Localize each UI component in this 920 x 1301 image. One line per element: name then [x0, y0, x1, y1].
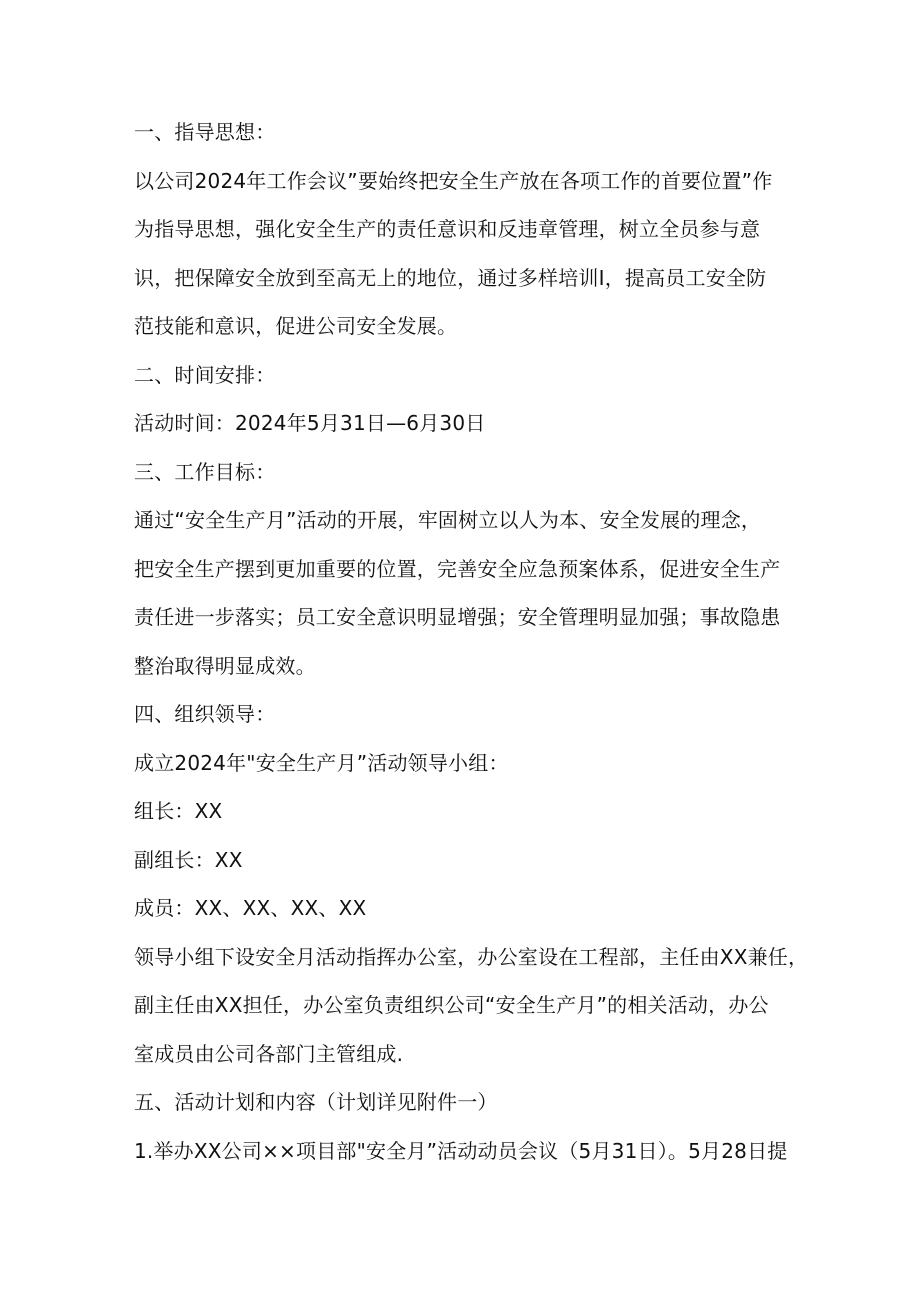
- paragraph-line: 1.举办XX公司××项目部"安全月”活动动员会议（5月31日）。5月28日提: [134, 1139, 788, 1163]
- paragraph-line: 领导小组下设安全月活动指挥办公室，办公室设在工程部，主任由XX兼任，: [134, 945, 809, 969]
- paragraph-line: 责任进一步落实；员工安全意识明显增强；安全管理明显加强；事故隐患: [134, 605, 781, 629]
- paragraph-line: 活动时间：2024年5月31日—6月30日: [134, 411, 486, 435]
- heading-activity-plan: 五、活动计划和内容（计划详见附件一）: [134, 1090, 498, 1114]
- paragraph-line: 室成员由公司各部门主管组成.: [134, 1042, 404, 1066]
- paragraph-line: 副组长：XX: [134, 848, 243, 872]
- paragraph-line: 范技能和意识，促进公司安全发展。: [134, 314, 458, 338]
- paragraph-line: 成立2024年"安全生产月”活动领导小组：: [134, 751, 509, 775]
- paragraph-line: 成员：XX、XX、XX、XX: [134, 896, 367, 920]
- heading-organization: 四、组织领导：: [134, 702, 276, 726]
- paragraph-line: 以公司2024年工作会议”要始终把安全生产放在各项工作的首要位置”作: [134, 169, 773, 193]
- heading-time-schedule: 二、时间安排：: [134, 363, 276, 387]
- paragraph-line: 副主任由XX担任，办公室负责组织公司“安全生产月”的相关活动，办公: [134, 993, 769, 1017]
- paragraph-line: 把安全生产摆到更加重要的位置，完善安全应急预案体系，促进安全生产: [134, 557, 781, 581]
- paragraph-line: 整治取得明显成效。: [134, 654, 316, 678]
- paragraph-line: 为指导思想，强化安全生产的责任意识和反违章管理，树立全员参与意: [134, 217, 761, 241]
- heading-guiding-ideology: 一、指导思想：: [134, 120, 276, 144]
- paragraph-line: 组长：XX: [134, 799, 223, 823]
- heading-work-goals: 三、工作目标：: [134, 460, 276, 484]
- paragraph-line: 识，把保障安全放到至高无上的地位，通过多样培训I，提高员工安全防: [134, 266, 767, 290]
- paragraph-line: 通过“安全生产月”活动的开展，牢固树立以人为本、安全发展的理念，: [134, 508, 762, 532]
